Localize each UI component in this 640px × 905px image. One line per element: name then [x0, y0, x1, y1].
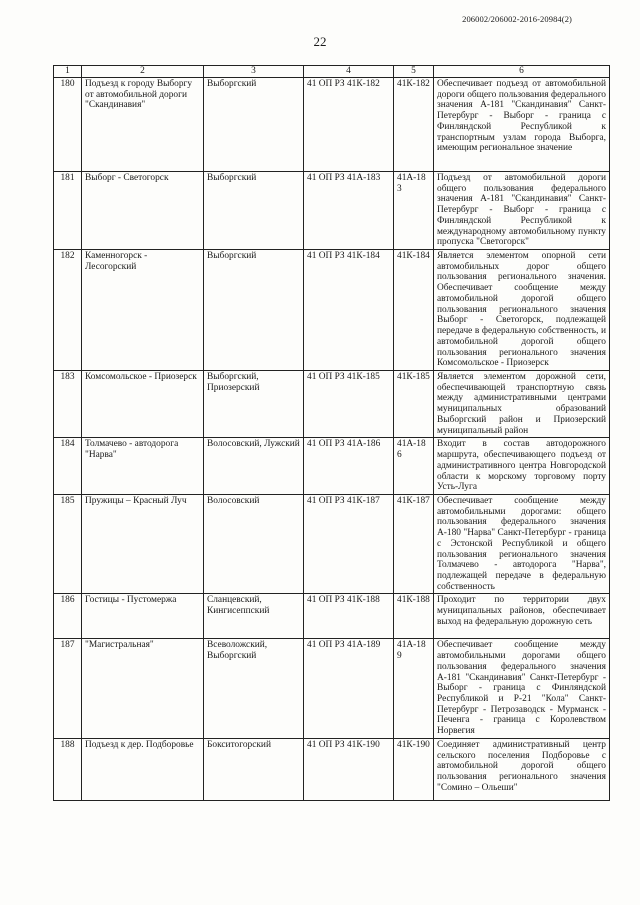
- table-row: [54, 78, 610, 172]
- row-number: 184: [54, 438, 82, 495]
- table-row: [54, 738, 610, 800]
- road-name: Подъезд к городу Выборгу от автомобильной дороги "Скандинавия": [82, 78, 204, 172]
- road-description: Обеспечивает сообщение между автомобильными дорогами общего пользования федерального значения А-181 "Скандинавия" Санкт-Петербург - Выборг - граница с Финляндской Республикой и Р-21 "Кола" Санкт-Петербург - Петрозаводск - Мурманск - Печенга - граница с Королевством Норвегия: [434, 639, 610, 738]
- road-name: Выборг - Светогорск: [82, 172, 204, 250]
- road-code: 41К-184: [394, 250, 434, 371]
- road-name: Подъезд к дер. Подборовье: [82, 738, 204, 800]
- road-description: Подъезд от автомобильной дороги общего пользования федерального значения А-181 "Скандинавия" Санкт-Петербург - Выборг - граница с Финляндской Республикой к международному автомобильному пункту пропуска "Светогорск": [434, 172, 610, 250]
- road-name: Пружицы – Красный Луч: [82, 494, 204, 593]
- registration-code: 41 ОП РЗ 41К-188: [304, 594, 394, 639]
- table-row: [54, 494, 610, 593]
- district-name: Волосовский, Лужский: [204, 438, 304, 495]
- road-code: 41К-187: [394, 494, 434, 593]
- road-code: 41К-182: [394, 78, 434, 172]
- column-header: 3: [204, 66, 304, 78]
- road-description: Входит в состав автодорожного маршрута, обеспечивающего подъезд от административного центра Новгородской области к морскому торговому порту Усть-Луга: [434, 438, 610, 495]
- road-description: Является элементом дорожной сети, обеспечивающей транспортную связь между административными центрами муниципальных образований Выборгский район и Приозерский муниципальный район: [434, 371, 610, 438]
- registration-code: 41 ОП РЗ 41К-190: [304, 738, 394, 800]
- district-name: Сланцевский, Кингисеппский: [204, 594, 304, 639]
- road-name: Толмачево - автодорога "Нарва": [82, 438, 204, 495]
- registration-code: 41 ОП РЗ 41К-187: [304, 494, 394, 593]
- document-id: 206002/206002-2016-20984(2): [462, 14, 572, 24]
- registration-code: 41 ОП РЗ 41К-182: [304, 78, 394, 172]
- district-name: Выборгский: [204, 172, 304, 250]
- road-code: 41А-183: [394, 172, 434, 250]
- road-description: Обеспечивает подъезд от автомобильной дороги общего пользования федерального значения А-181 "Скандинавия" Санкт-Петербург - Выборг - граница с Финляндской Республикой к транспортным узлам города Выборга, имеющим региональное значение: [434, 78, 610, 172]
- road-code: 41А-189: [394, 639, 434, 738]
- table-row: [54, 438, 610, 495]
- row-number: 187: [54, 639, 82, 738]
- road-name: Комсомольское - Приозерск: [82, 371, 204, 438]
- table-row: [54, 371, 610, 438]
- table-row: [54, 250, 610, 371]
- row-number: 180: [54, 78, 82, 172]
- row-number: 183: [54, 371, 82, 438]
- column-header: 6: [434, 66, 610, 78]
- road-code: 41А-186: [394, 438, 434, 495]
- column-header: 5: [394, 66, 434, 78]
- table-row: [54, 172, 610, 250]
- road-name: Каменногорск - Лесогорский: [82, 250, 204, 371]
- district-name: Выборгский: [204, 250, 304, 371]
- road-description: Соединяет административный центр сельского поселения Подборовье с автомобильной дорогой общего пользования регионального значения "Сомино – Ольеши": [434, 738, 610, 800]
- road-description: Проходит по территории двух муниципальных районов, обеспечивает выход на федеральную дорожную сеть: [434, 594, 610, 639]
- district-name: Бокситогорский: [204, 738, 304, 800]
- road-code: 41К-188: [394, 594, 434, 639]
- registration-code: 41 ОП РЗ 41А-183: [304, 172, 394, 250]
- road-name: "Магистральная": [82, 639, 204, 738]
- registration-code: 41 ОП РЗ 41К-185: [304, 371, 394, 438]
- registration-code: 41 ОП РЗ 41А-186: [304, 438, 394, 495]
- row-number: 182: [54, 250, 82, 371]
- table-row: [54, 639, 610, 738]
- column-header: 2: [82, 66, 204, 78]
- column-header: 4: [304, 66, 394, 78]
- district-name: Выборгский: [204, 78, 304, 172]
- table-header-row: [54, 66, 610, 78]
- registration-code: 41 ОП РЗ 41А-189: [304, 639, 394, 738]
- column-header: 1: [54, 66, 82, 78]
- district-name: Выборгский, Приозерский: [204, 371, 304, 438]
- road-name: Гостицы - Пустомержа: [82, 594, 204, 639]
- road-description: Является элементом опорной сети автомобильных дорог общего пользования регионального значения. Обеспечивает сообщение между автомобильной дорогой общего пользования регионального значения Выборг - Светогорск, подлежащей передаче в федеральную собственность, и автомобильной дорогой общего пользования регионального значения Комсомольское - Приозерск: [434, 250, 610, 371]
- row-number: 185: [54, 494, 82, 593]
- row-number: 188: [54, 738, 82, 800]
- row-number: 181: [54, 172, 82, 250]
- district-name: Волосовский: [204, 494, 304, 593]
- road-code: 41К-185: [394, 371, 434, 438]
- registration-code: 41 ОП РЗ 41К-184: [304, 250, 394, 371]
- table-row: [54, 594, 610, 639]
- page-number: 22: [313, 34, 327, 49]
- district-name: Всеволожский, Выборгский: [204, 639, 304, 738]
- road-registry-table: [53, 65, 610, 801]
- row-number: 186: [54, 594, 82, 639]
- road-description: Обеспечивает сообщение между автомобильными дорогами: общего пользования федерального значения А-180 "Нарва" Санкт-Петербург - граница с Эстонской Республикой и общего пользования регионального значения Толмачево - автодорога "Нарва", подлежащей передаче в федеральную собственность: [434, 494, 610, 593]
- road-code: 41К-190: [394, 738, 434, 800]
